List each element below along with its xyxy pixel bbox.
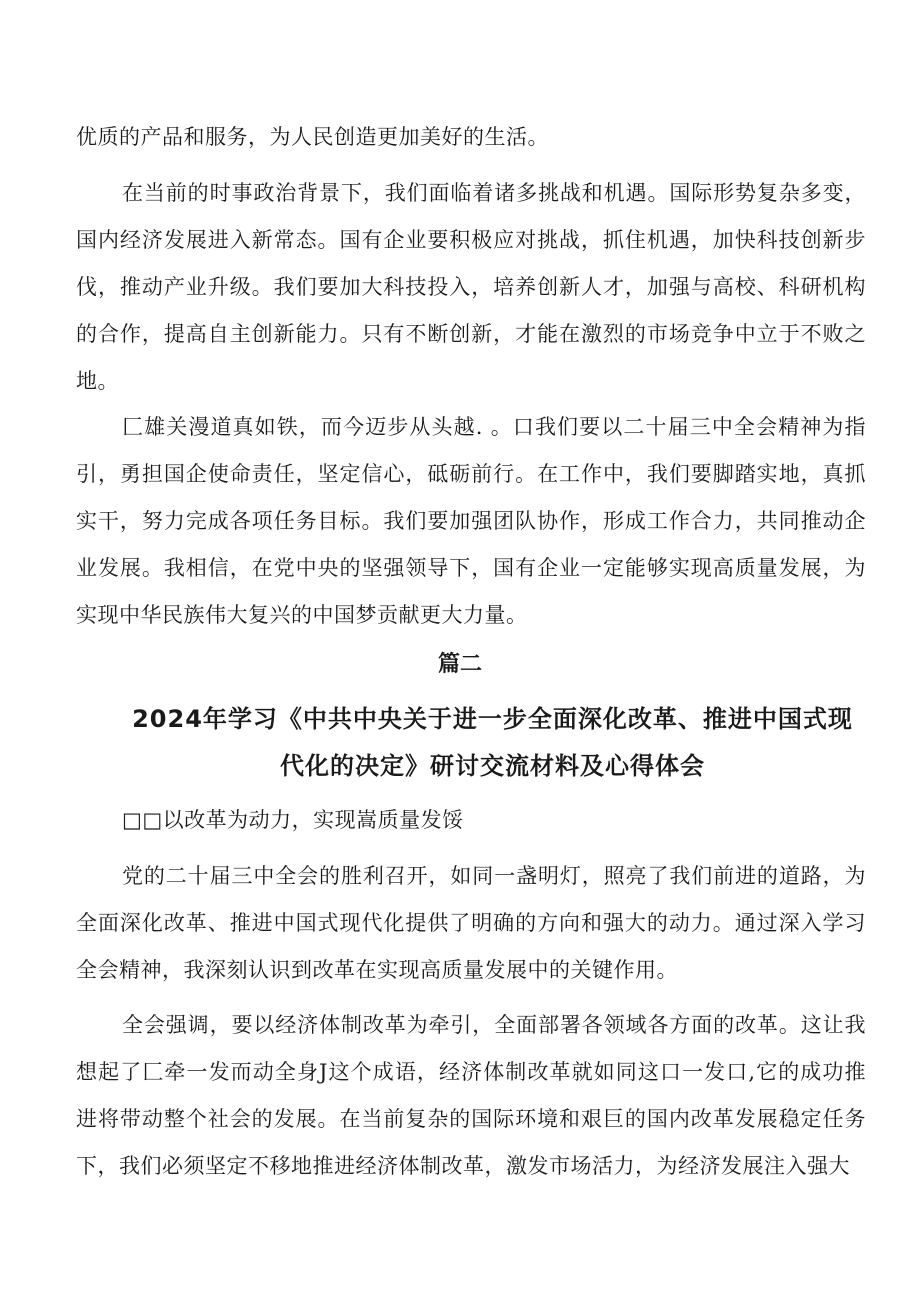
paragraph-plenary-session: 党的二十届三中全会的胜利召开，如同一盏明灯，照亮了我们前进的道路，为全面深化改革、推进中国式现代化提供了明确的方向和强大的动力。通过深入学习全会精神，我深刻认识到改革在实现高质量发展中的关键作用。 (76, 864, 866, 982)
paragraph-current-situation: 在当前的时事政治背景下，我们面临着诸多挑战和机遇。国际形势复杂多变，国内经济发展进入新常态。国有企业要积极应对挑战，抓住机遇，加快科技创新步伐，推动产业升级。我们要加大科技投入，培养创新人才，加强与高校、科研机构的合作，提高自主创新能力。只有不断创新，才能在激烈的市场竞争中立于不败之地。 (76, 181, 866, 393)
document-title: 2024年学习《中共中央关于进一步全面深化改革、推进中国式现代化的决定》研讨交流材料及心得体会 (132, 705, 853, 780)
paragraph-continuation: 优质的产品和服务，为人民创造更加美好的生活。 (76, 125, 549, 149)
paragraph-resolution: 匚雄关漫道真如铁，而今迈步从头越. 。口我们要以二十届三中全会精神为指引，勇担国企使命责任，坚定信心，砥砺前行。在工作中，我们要脚踏实地，真抓实干，努力完成各项任务目标。我们要加强团队协作，形成工作合力，共同推动企业发展。我相信，在党中央的坚强领导下，国有企业一定能够实现高质量发展，为实现中华民族伟大复兴的中国梦贡献更大力量。 (76, 415, 866, 627)
section-label: 篇二 (437, 652, 482, 677)
paragraph-economic-reform: 全会强调，要以经济体制改革为牵引，全面部署各领域各方面的改革。这让我想起了匚牵一发而动全身J这个成语，经济体制改革就如同这口一发口,它的成功推进将带动整个社会的发展。在当前复杂的国际环境和艰巨的国内改革发展稳定任务下，我们必须坚定不移地推进经济体制改革，激发市场活力，为经济发展注入强大 (76, 1013, 866, 1178)
subheading: □□以改革为动力，实现嵩质量发馁 (122, 808, 464, 832)
